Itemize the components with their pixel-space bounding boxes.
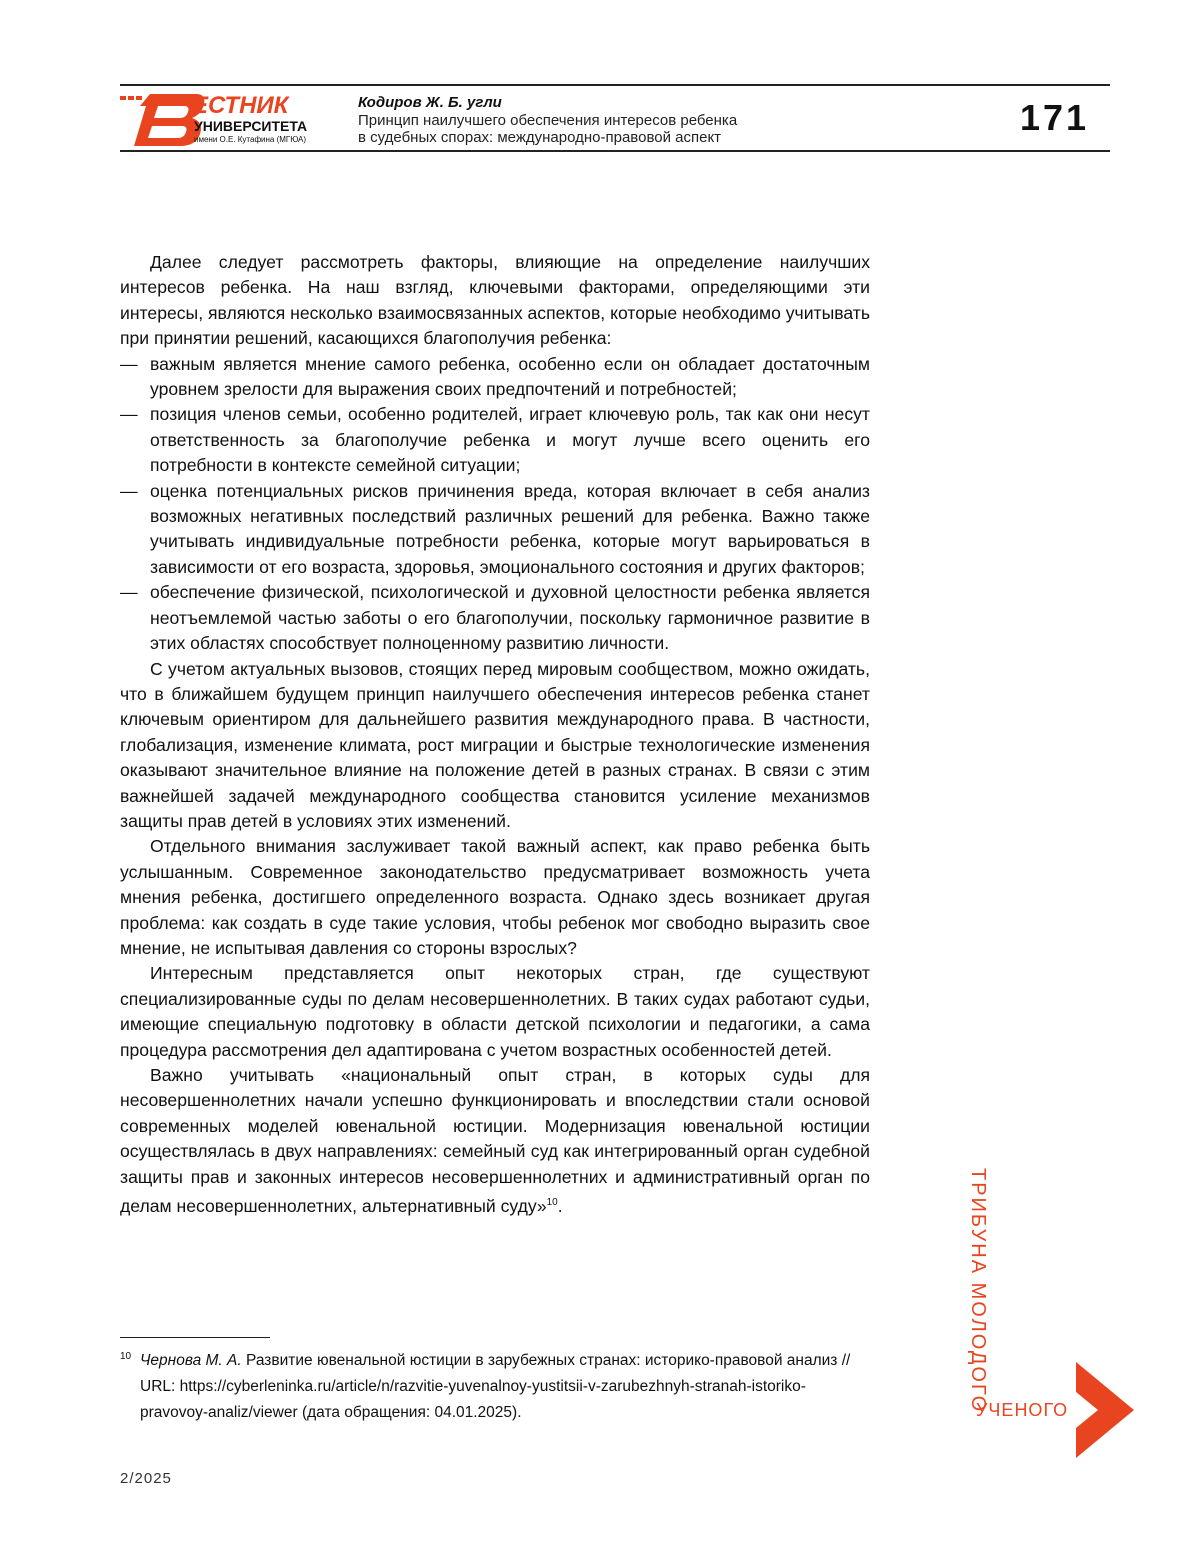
- list-item: [120, 479, 870, 581]
- footnote-rule: [120, 1337, 270, 1338]
- section-label-line2: УЧЕНОГО: [976, 1400, 1068, 1420]
- paragraph-1: Далее следует рассмотреть факторы, влияющие на определение наилучших интересов ребенка. На наш взгляд, ключевыми факторами, определяющими эти интересы, являются несколько взаимосвязанных аспектов, которые необходимо учитывать при принятии решений, касающихся благополучия ребенка:: [120, 250, 870, 352]
- running-head-title-line1: Принцип наилучшего обеспечения интересов ребенка: [358, 112, 918, 129]
- list-item: [120, 580, 870, 656]
- paragraph-5-end: .: [558, 1196, 563, 1216]
- paragraph-4: Интересным представляется опыт некоторых стран, где существуют специализированные суды по делам несовершеннолетних. В таких судах работают судьи, имеющие специальную подготовку в области детской психологии и педагогики, а сама процедура рассмотрения дел адаптирована с учетом возрастных особенностей детей.: [120, 961, 870, 1063]
- list-dash: —: [120, 479, 150, 581]
- list-dash: —: [120, 352, 150, 403]
- page-number: 171: [1020, 96, 1089, 140]
- article-body: [120, 250, 870, 1219]
- paragraph-3: Отдельного внимания заслуживает такой важный аспект, как право ребенка быть услышанным. Современное законодательство предусматривает возможность учета мнения ребенка, достигшего определенного возраста. Однако здесь возникает другая проблема: как создать в суде такие условия, чтобы ребенок мог свободно выразить свое мнение, не испытывая давления со стороны взрослых?: [120, 834, 870, 961]
- footnote: [120, 1348, 870, 1426]
- running-head-title: [358, 112, 918, 146]
- list-item-text: позиция членов семьи, особенно родителей, играет ключевую роль, так как они несут ответственность за благополучие ребенка и могут лучше всего оценить его потребности в контексте семейной ситуации;: [150, 402, 870, 478]
- list-item: [120, 352, 870, 403]
- section-arrow-icon: [1068, 1362, 1134, 1458]
- list-item-text: оценка потенциальных рисков причинения вреда, которая включает в себя анализ возможных негативных последствий различных решений для ребенка. Важно также учитывать индивидуальные потребности ребенка, которые могут варьироваться в зависимости от его возраста, здоровья, эмоционального состояния и других факторов;: [150, 479, 870, 581]
- paragraph-5-text: Важно учитывать «национальный опыт стран, в которых суды для несовершеннолетних начали успешно функционировать и впоследствии стали основой современных моделей ювенальной юстиции. Модернизация ювенальной юстиции осуществлялась в двух направлениях: семейный суд как интегрированный орган судебной защиты прав и законных интересов несовершеннолетних и административный орган по делам несовершеннолетних, альтернативный суду»: [120, 1065, 870, 1216]
- list-item-text: важным является мнение самого ребенка, особенно если он обладает достаточным уровнем зрелости для выражения своих предпочтений и потребностей;: [150, 352, 870, 403]
- logo-journal-name: ЕСТНИК: [192, 94, 288, 118]
- paragraph-5: [120, 1063, 870, 1219]
- running-head-author: Кодиров Ж. Б. угли: [358, 94, 502, 112]
- paragraph-2: С учетом актуальных вызовов, стоящих перед мировым сообществом, можно ожидать, что в ближайшем будущем принцип наилучшего обеспечения интересов ребенка станет ключевым ориентиром для дальнейшего развития международного права. В частности, глобализация, изменение климата, рост миграции и быстрые технологические изменения оказывают значительное влияние на положение детей в разных странах. В связи с этим важнейшей задачей международного сообщества становится усиление механизмов защиты прав детей в условиях этих изменений.: [120, 657, 870, 835]
- section-label-vertical: ТРИБУНА МОЛОДОГО: [968, 1168, 988, 1413]
- footnote-author: Чернова М. А.: [140, 1352, 242, 1369]
- running-head-title-line2: в судебных спорах: международно-правовой аспект: [358, 129, 918, 146]
- footnote-number: 10: [120, 1348, 140, 1426]
- list-item: [120, 402, 870, 478]
- list-item-text: обеспечение физической, психологической и духовной целостности ребенка является неотъемлемой частью заботы о его благополучии, поскольку гармоничное развитие в этих областях способствует полноценному развитию личности.: [150, 580, 870, 656]
- list-dash: —: [120, 402, 150, 478]
- header-bottom-rule: [120, 150, 1110, 152]
- header-top-rule: [120, 84, 1110, 86]
- footnote-text: [140, 1348, 870, 1426]
- issue-number: 2/2025: [120, 1470, 172, 1487]
- logo-university: УНИВЕРСИТЕТА: [194, 118, 307, 134]
- footnote-ref[interactable]: 10: [547, 1197, 558, 1208]
- logo-subtitle: имени О.Е. Кутафина (МГЮА): [194, 135, 306, 145]
- list-dash: —: [120, 580, 150, 656]
- footnote-body: Развитие ювенальной юстиции в зарубежных странах: историко-правовой анализ // URL: https://cyberleninka.ru/article/n/razvitie-yuvenalnoy-yustitsii-v-zarubezhnyh-stranah-istoriko-pravovoy-analiz/viewer (дата обращения: 04.01.2025).: [140, 1352, 850, 1421]
